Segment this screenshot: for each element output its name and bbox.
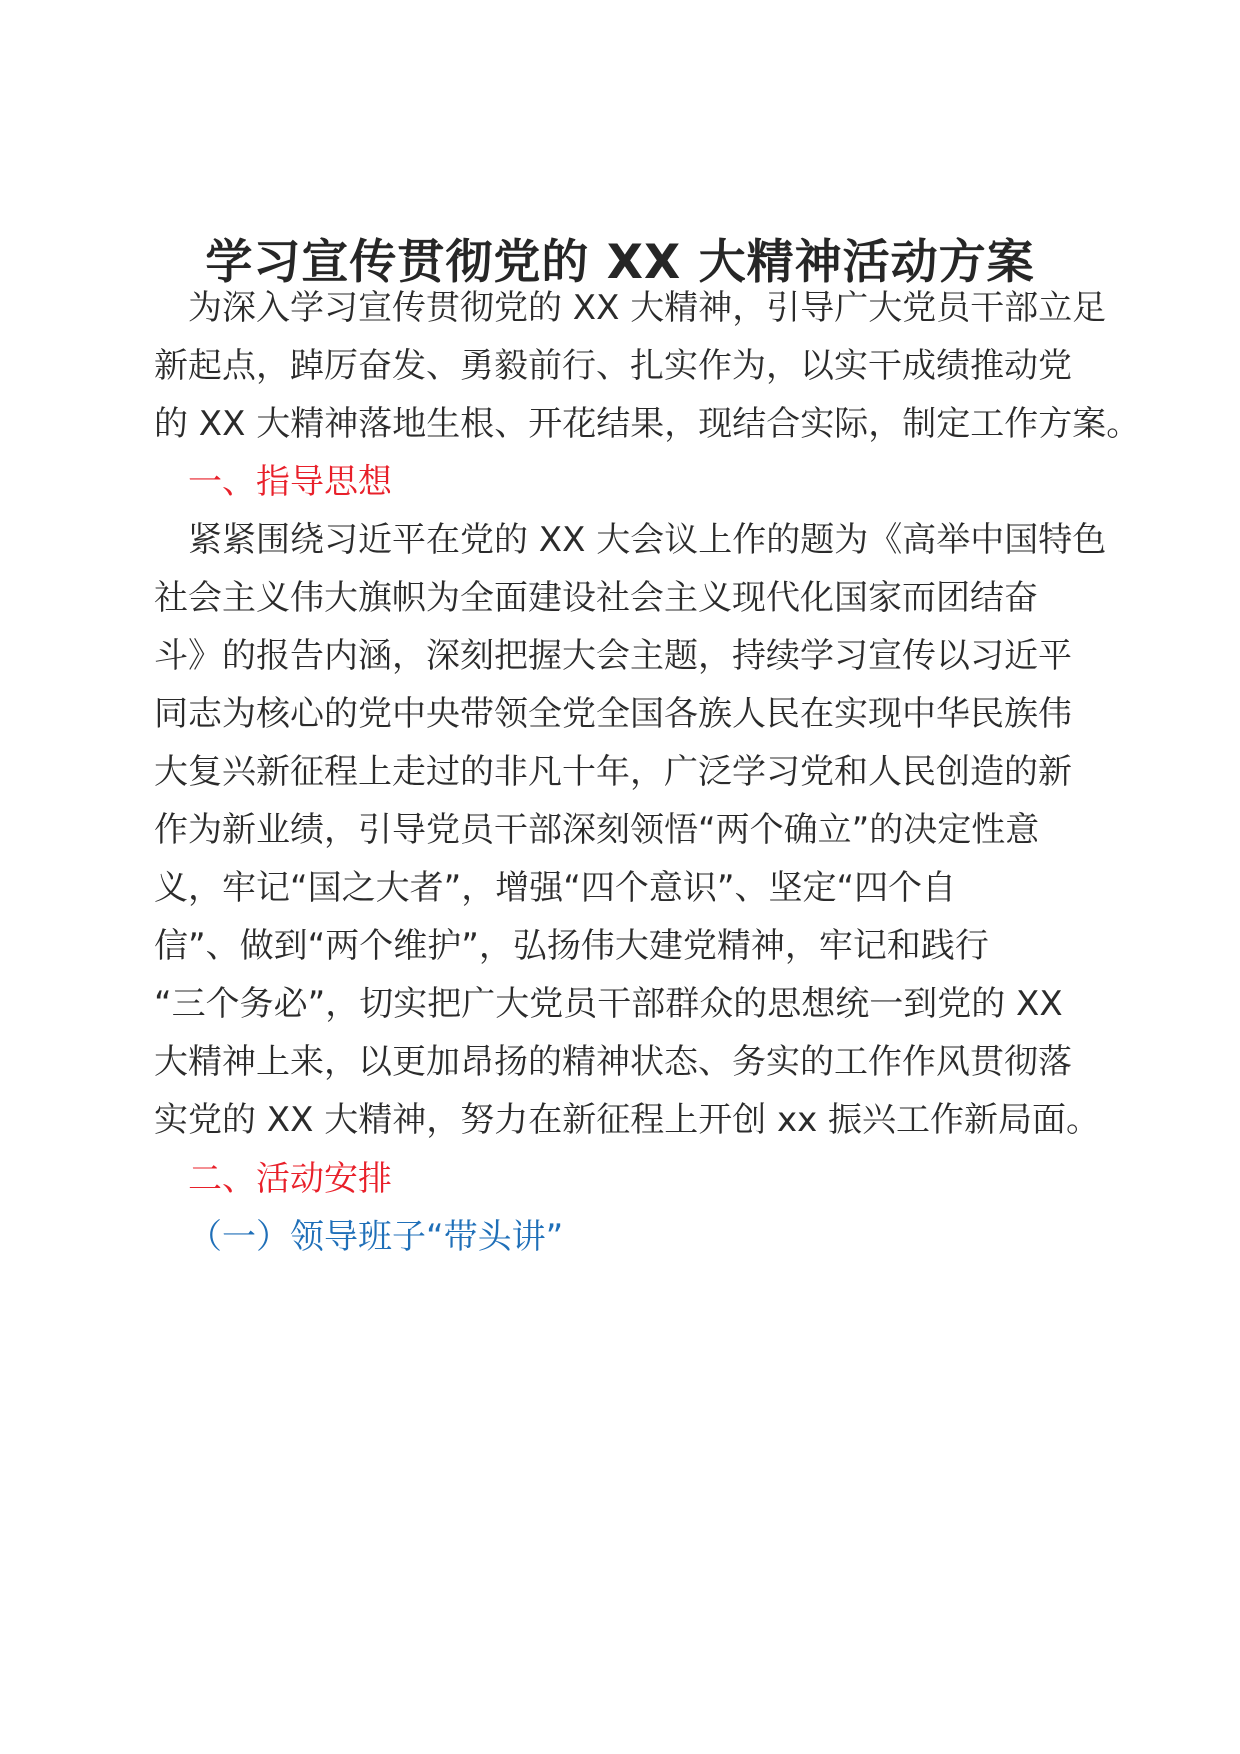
section-heading-guiding-ideology: 一、指导思想 (188, 462, 392, 502)
section1-line-9: “三个务必”，切实把广大党员干部群众的思想统一到党的 XX (154, 984, 1063, 1024)
section1-line-10: 大精神上来，以更加昂扬的精神状态、务实的工作作风贯彻落 (154, 1042, 1072, 1082)
section1-line-4: 同志为核心的党中央带领全党全国各族人民在实现中华民族伟 (154, 694, 1072, 734)
section1-line-3: 斗》的报告内涵，深刻把握大会主题，持续学习宣传以习近平 (154, 636, 1072, 676)
section-heading-activity-arrangement: 二、活动安排 (188, 1159, 392, 1199)
section1-line-6: 作为新业绩，引导党员干部深刻领悟“两个确立”的决定性意 (154, 810, 1040, 850)
section1-line-8: 信”、做到“两个维护”，弘扬伟大建党精神，牢记和践行 (154, 926, 989, 966)
document-title: 学习宣传贯彻党的 XX 大精神活动方案 (205, 235, 1035, 290)
intro-line-3: 的 XX 大精神落地生根、开花结果，现结合实际，制定工作方案。 (154, 404, 1141, 444)
section1-line-1: 紧紧围绕习近平在党的 XX 大会议上作的题为《高举中国特色 (188, 520, 1107, 560)
section1-line-11: 实党的 XX 大精神，努力在新征程上开创 xx 振兴工作新局面。 (154, 1100, 1101, 1140)
intro-line-2: 新起点，踔厉奋发、勇毅前行、扎实作为，以实干成绩推动党 (154, 346, 1072, 386)
section1-line-5: 大复兴新征程上走过的非凡十年，广泛学习党和人民创造的新 (154, 752, 1072, 792)
subsection-heading-leadership: （一）领导班子“带头讲” (188, 1217, 564, 1257)
intro-line-1: 为深入学习宣传贯彻党的 XX 大精神，引导广大党员干部立足 (188, 288, 1107, 328)
section1-line-2: 社会主义伟大旗帜为全面建设社会主义现代化国家而团结奋 (154, 578, 1038, 618)
section1-line-7: 义，牢记“国之大者”，增强“四个意识”、坚定“四个自 (154, 868, 957, 908)
